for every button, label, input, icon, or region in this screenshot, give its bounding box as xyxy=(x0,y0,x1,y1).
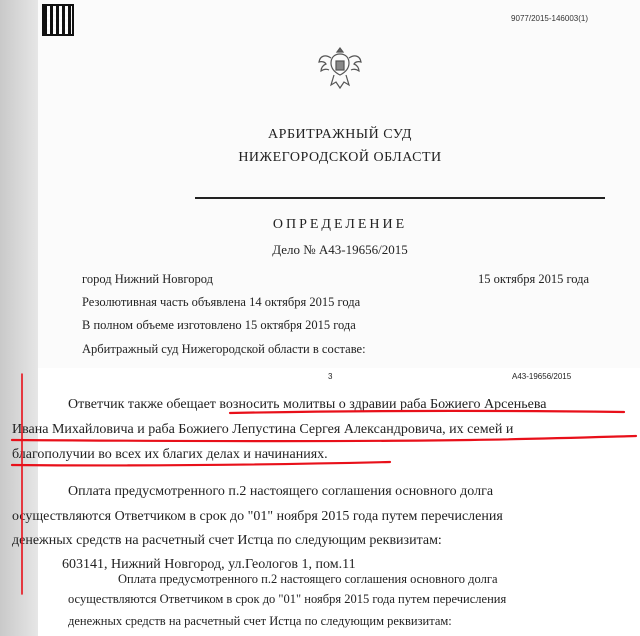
payment-line-1: Оплата предусмотренного п.2 настоящего соглашения основного долга xyxy=(68,484,494,499)
address-line: 603141, Нижний Новгород, ул.Геологов 1, пом.11 xyxy=(62,557,356,572)
payment-line-2: осуществляются Ответчиком в срок до "01" ноября 2015 года путем перечисления xyxy=(12,509,503,524)
case-number: Дело № А43-19656/2015 xyxy=(272,242,408,257)
payment-repeat-line-1: Оплата предусмотренного п.2 настоящего соглашения основного долга xyxy=(118,572,498,586)
court-name-line-2: НИЖЕГОРОДСКОЙ ОБЛАСТИ xyxy=(238,150,442,165)
case-reference: А43-19656/2015 xyxy=(512,372,572,381)
payment-repeat-line-3: денежных средств на расчетный счет Истца по следующим реквизитам: xyxy=(68,614,452,628)
qr-code-icon xyxy=(42,4,74,36)
ruling-date: 15 октября 2015 года xyxy=(478,272,590,286)
court-name-line-1: АРБИТРАЖНЫЙ СУД xyxy=(268,127,412,142)
full-text-line: В полном объеме изготовлено 15 октября 2015 года xyxy=(82,318,356,332)
payment-line-3: денежных средств на расчетный счет Истца по следующим реквизитам: xyxy=(12,533,442,548)
double-headed-eagle-icon xyxy=(318,42,362,96)
payment-repeat-line-2: осуществляются Ответчиком в срок до "01" ноября 2015 года путем перечисления xyxy=(68,592,507,606)
prayer-line-3: благополучии во всех их благих делах и начинаниях. xyxy=(12,447,328,462)
prayer-line-1: Ответчик также обещает возносить молитвы о здравии раба Божиего Арсеньева xyxy=(68,397,547,412)
ruling-title: ОПРЕДЕЛЕНИЕ xyxy=(272,217,408,232)
city-line: город Нижний Новгород xyxy=(82,272,213,286)
prayer-line-2: Ивана Михайловича и раба Божиего Лепустина Сергея Александровича, их семей и xyxy=(12,422,514,437)
page-number: 3 xyxy=(328,372,333,381)
composition-line: Арбитражный суд Нижегородской области в составе: xyxy=(82,342,366,356)
header-divider xyxy=(195,197,605,199)
document-number: 9077/2015-146003(1) xyxy=(511,14,588,23)
resolution-line: Резолютивная часть объявлена 14 октября 2015 года xyxy=(82,295,361,309)
